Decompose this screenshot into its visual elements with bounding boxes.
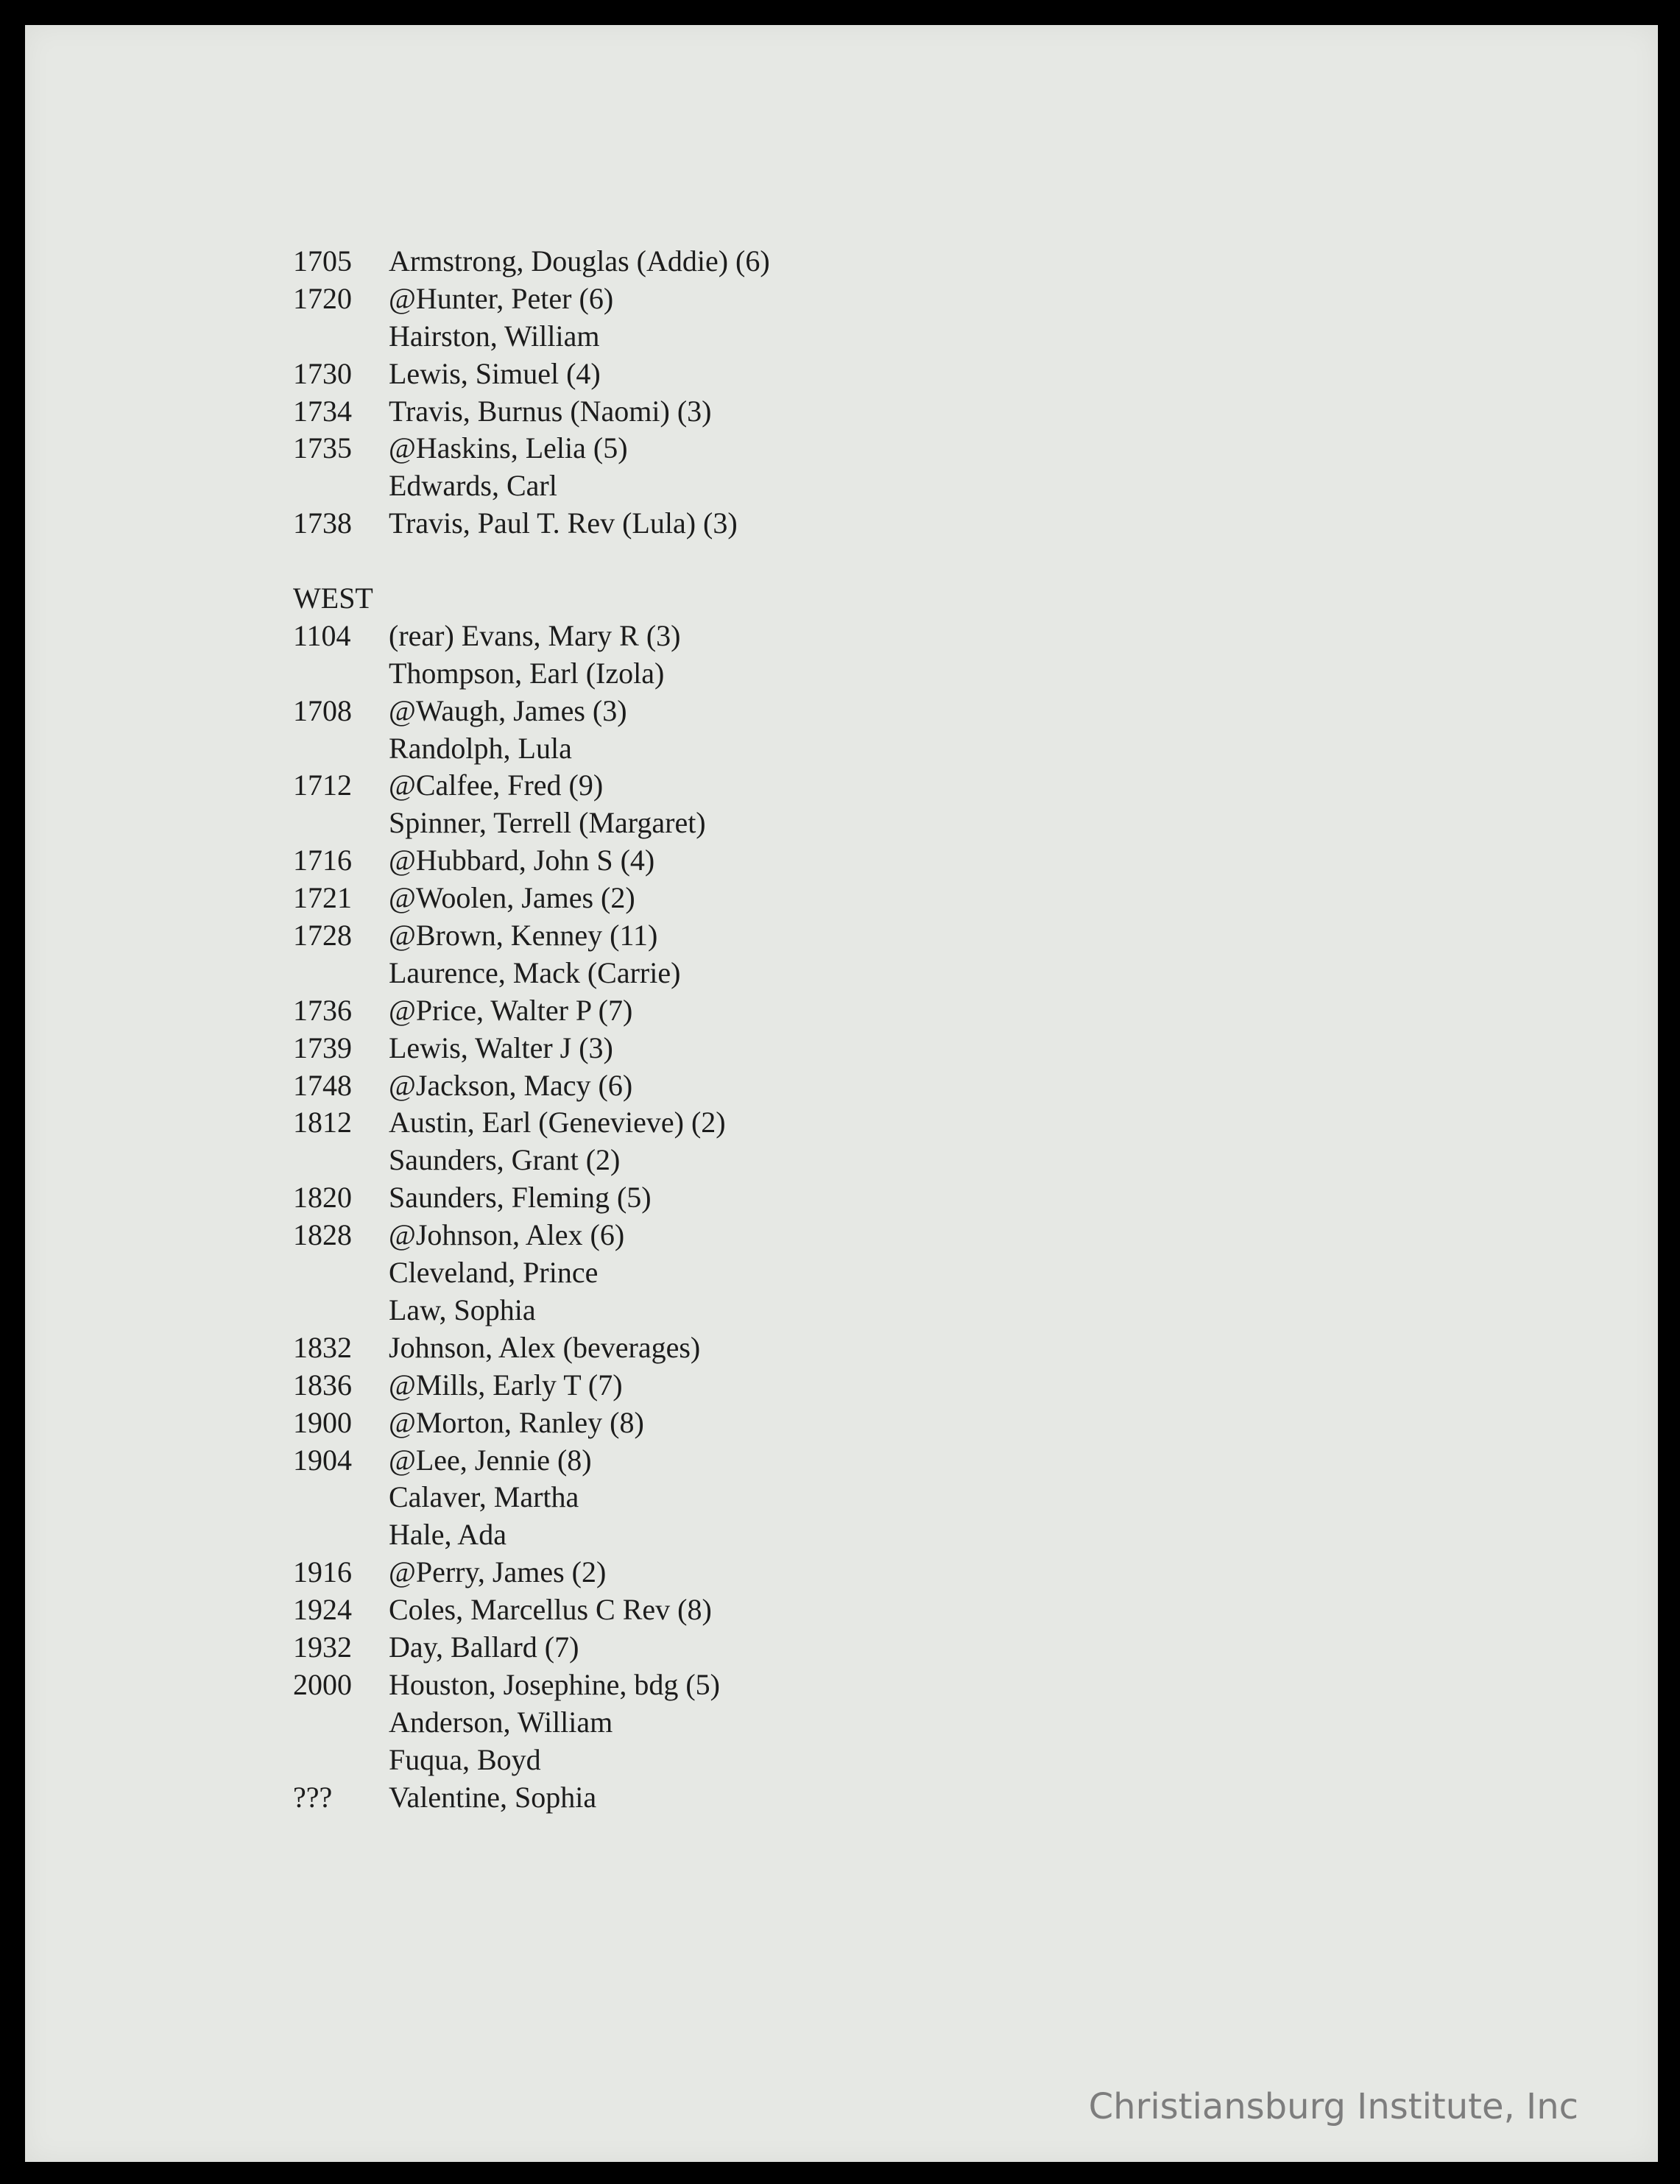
listing-row [293, 1591, 770, 1629]
resident-name: @Perry, James (2) [389, 1555, 607, 1589]
listing-row [293, 730, 770, 768]
resident-name: Hale, Ada [389, 1518, 507, 1552]
listing-row [293, 430, 770, 467]
listing-row [293, 1779, 770, 1817]
resident-name: Law, Sophia [389, 1293, 536, 1326]
paper-page [25, 25, 1658, 2162]
house-number: 1720 [293, 281, 352, 315]
house-number [293, 805, 389, 842]
house-number: ??? [293, 1780, 333, 1814]
resident-name: @Brown, Kenney (11) [389, 919, 658, 953]
house-number: 1728 [293, 919, 352, 953]
listing-row [293, 992, 770, 1030]
resident-name: @Waugh, James (3) [389, 693, 627, 727]
house-number [293, 1142, 389, 1179]
listing-row [293, 467, 770, 505]
resident-name: @Hubbard, John S (4) [389, 844, 655, 877]
house-number: 1735 [293, 431, 352, 465]
resident-name: Armstrong, Douglas (Addie) (6) [389, 244, 770, 278]
resident-name: Calaver, Martha [389, 1480, 579, 1514]
resident-name: (rear) Evans, Mary R (3) [389, 618, 681, 652]
listing-row [293, 805, 770, 842]
house-number: 1716 [293, 844, 352, 877]
listing-row [293, 1404, 770, 1442]
resident-name: Saunders, Fleming (5) [389, 1181, 652, 1215]
listing-row [293, 1367, 770, 1404]
house-number [293, 1516, 389, 1554]
house-number: 1748 [293, 1068, 352, 1102]
resident-name: Austin, Earl (Genevieve) (2) [389, 1106, 726, 1139]
house-number [293, 318, 389, 356]
house-number [293, 1704, 389, 1742]
resident-name: Randolph, Lula [389, 731, 572, 765]
resident-name: Hairston, William [389, 319, 600, 353]
house-number [293, 1292, 389, 1329]
house-number: 2000 [293, 1667, 352, 1701]
resident-name: Houston, Josephine, bdg (5) [389, 1667, 720, 1701]
resident-name: @Lee, Jennie (8) [389, 1443, 592, 1477]
listing-row [293, 1104, 770, 1142]
resident-name: Fuqua, Boyd [389, 1742, 541, 1776]
resident-name: @Johnson, Alex (6) [389, 1218, 625, 1252]
house-number: 1820 [293, 1181, 352, 1215]
resident-name: Laurence, Mack (Carrie) [389, 955, 681, 989]
house-number: 1721 [293, 881, 352, 915]
house-number: 1900 [293, 1405, 352, 1439]
house-number: 1736 [293, 993, 352, 1027]
house-number [293, 655, 389, 693]
house-number: 1832 [293, 1330, 352, 1364]
listing-row [293, 1704, 770, 1742]
listing-row [293, 842, 770, 880]
resident-name: @Woolen, James (2) [389, 881, 635, 915]
listing-row [293, 393, 770, 431]
watermark: Christiansburg Institute, Inc [1088, 2086, 1578, 2127]
resident-name: Valentine, Sophia [389, 1780, 597, 1814]
resident-name: Edwards, Carl [389, 469, 557, 503]
listing-row [293, 243, 770, 280]
listing-row [293, 1516, 770, 1554]
house-number: 1828 [293, 1218, 352, 1252]
listing-row [293, 618, 770, 655]
house-number [293, 955, 389, 992]
house-number [293, 1479, 389, 1516]
house-number [293, 1742, 389, 1779]
house-number: 1916 [293, 1555, 352, 1589]
listing-row [293, 1479, 770, 1516]
house-number: 1730 [293, 356, 352, 390]
resident-name: Travis, Paul T. Rev (Lula) (3) [389, 506, 738, 540]
house-number: 1705 [293, 244, 352, 278]
house-number: 1836 [293, 1368, 352, 1402]
listing-row [293, 1442, 770, 1480]
listing-row [293, 1292, 770, 1329]
resident-name: @Jackson, Macy (6) [389, 1068, 633, 1102]
house-number: 1904 [293, 1443, 352, 1477]
house-number: 1708 [293, 693, 352, 727]
listing-row [293, 1142, 770, 1179]
resident-name: Spinner, Terrell (Margaret) [389, 806, 706, 840]
resident-name: @Price, Walter P (7) [389, 993, 633, 1027]
resident-name: Saunders, Grant (2) [389, 1143, 621, 1177]
house-number: 1712 [293, 768, 352, 802]
house-number [293, 467, 389, 505]
listing-row [293, 880, 770, 917]
listing-row [293, 1179, 770, 1217]
house-number: 1738 [293, 506, 352, 540]
listing-row [293, 1217, 770, 1254]
resident-name: Anderson, William [389, 1705, 613, 1739]
west-entries [293, 618, 770, 1817]
resident-name: @Mills, Early T (7) [389, 1368, 623, 1402]
house-number: 1924 [293, 1593, 352, 1627]
resident-name: @Hunter, Peter (6) [389, 281, 614, 315]
listing-row [293, 1254, 770, 1292]
listing-row [293, 318, 770, 356]
listing-row [293, 655, 770, 693]
listing-row [293, 767, 770, 805]
section-heading-west: WEST [293, 582, 373, 615]
resident-name: Lewis, Simuel (4) [389, 356, 601, 390]
house-number: 1734 [293, 394, 352, 428]
listing-row [293, 505, 770, 543]
resident-name: Lewis, Walter J (3) [389, 1031, 613, 1064]
address-listing [293, 243, 770, 1816]
house-number: 1104 [293, 618, 351, 652]
resident-name: Cleveland, Prince [389, 1256, 599, 1290]
resident-name: @Calfee, Fred (9) [389, 768, 604, 802]
listing-row [293, 1667, 770, 1704]
resident-name: Travis, Burnus (Naomi) (3) [389, 394, 712, 428]
listing-row [293, 1629, 770, 1667]
resident-name: Day, Ballard (7) [389, 1630, 579, 1664]
house-number [293, 730, 389, 768]
listing-row [293, 1030, 770, 1067]
listing-row [293, 1067, 770, 1105]
listing-row [293, 955, 770, 992]
resident-name: Johnson, Alex (beverages) [389, 1330, 701, 1364]
listing-row [293, 1329, 770, 1367]
listing-row [293, 356, 770, 393]
resident-name: @Morton, Ranley (8) [389, 1405, 644, 1439]
listing-row [293, 1742, 770, 1779]
resident-name: Coles, Marcellus C Rev (8) [389, 1593, 712, 1627]
listing-row [293, 1554, 770, 1591]
house-number [293, 1254, 389, 1292]
house-number: 1739 [293, 1031, 352, 1064]
listing-row [293, 917, 770, 955]
listing-row [293, 693, 770, 730]
top-entries [293, 243, 770, 543]
house-number: 1932 [293, 1630, 352, 1664]
house-number: 1812 [293, 1106, 352, 1139]
listing-row [293, 280, 770, 318]
resident-name: @Haskins, Lelia (5) [389, 431, 628, 465]
resident-name: Thompson, Earl (Izola) [389, 656, 665, 690]
section-gap [293, 543, 770, 580]
